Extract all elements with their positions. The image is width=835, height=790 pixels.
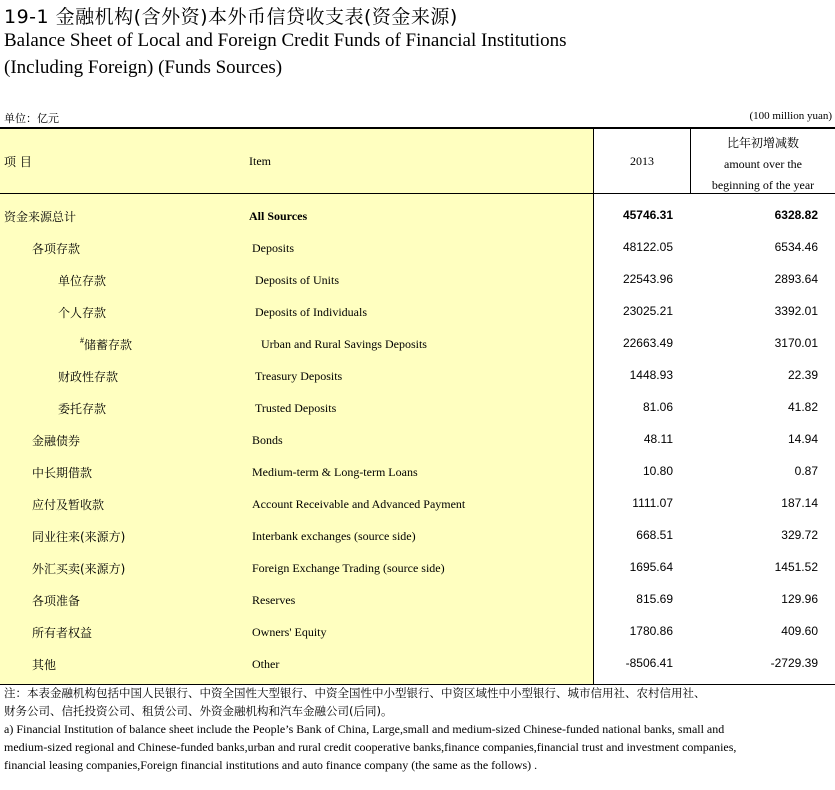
row-item-cn xyxy=(32,656,56,673)
row-item-en: Owners' Equity xyxy=(252,625,327,639)
column-header-item-en: Item xyxy=(249,154,271,168)
row-value-2013: 1448.93 xyxy=(629,368,673,382)
row-item-en: All Sources xyxy=(249,209,308,223)
table-row xyxy=(0,360,835,392)
row-value-2013: 10.80 xyxy=(642,464,673,478)
row-item-en: Deposits of Units xyxy=(255,273,339,287)
row-value-change: 129.96 xyxy=(781,592,818,606)
row-value-2013: 48.11 xyxy=(643,432,673,446)
row-item-cn-text: 其他 xyxy=(32,658,57,672)
row-value-change: 6534.46 xyxy=(774,240,818,254)
table-row xyxy=(0,520,835,552)
row-item-cn-text: 中长期借款 xyxy=(32,466,93,480)
row-item-cn xyxy=(32,464,92,481)
row-value-2013: 81.06 xyxy=(642,400,673,414)
row-item-cn xyxy=(32,240,80,257)
page-title-en-line2: (Including Foreign) (Funds Sources) xyxy=(4,57,283,78)
row-item-en: Deposits of Individuals xyxy=(255,305,367,319)
footnote-cn-line1: 注：本表金融机构包括中国人民银行、中资全国性大型银行、中资全国性中小型银行、中资区域性中小型银行、城市信用社、农村信用社、 xyxy=(4,686,706,700)
footnote-en-line1: a) Financial Institution of balance sheet include the People’s Bank of China, Large,small and medium-sized Chinese-funded national banks, small and xyxy=(4,722,725,736)
row-item-cn xyxy=(58,304,106,321)
row-item-cn xyxy=(4,208,76,225)
table-row xyxy=(0,328,835,360)
table-row xyxy=(0,488,835,520)
row-item-cn-text: 财政性存款 xyxy=(58,370,119,384)
row-item-cn-text: 应付及暂收款 xyxy=(32,498,105,512)
table-row xyxy=(0,456,835,488)
footnote-en-line3: financial leasing companies,Foreign financial institutions and auto finance company (the same as the follows) . xyxy=(4,758,538,772)
row-item-cn-text: 所有者权益 xyxy=(32,626,93,640)
table-row xyxy=(0,200,835,232)
column-header-change-cn: 比年初增减数 xyxy=(726,136,799,150)
table-row xyxy=(0,552,835,584)
row-item-en: Medium-term & Long-term Loans xyxy=(252,465,418,479)
row-value-change: 2893.64 xyxy=(774,272,818,286)
row-item-en: Trusted Deposits xyxy=(255,401,337,415)
row-item-en: Urban and Rural Savings Deposits xyxy=(261,337,427,351)
row-value-2013: 1111.07 xyxy=(632,496,673,510)
row-item-cn-text: 委托存款 xyxy=(58,402,107,416)
row-value-2013: -8506.41 xyxy=(625,656,673,670)
row-item-en: Treasury Deposits xyxy=(255,369,343,383)
row-note-mark: # xyxy=(80,336,84,345)
header-item-background xyxy=(0,129,593,193)
footnote-en-line2: medium-sized regional and Chinese-funded banks,urban and rural credit cooperative banks,finance companies,financial trust and investment companies, xyxy=(4,740,737,754)
row-value-change: 6328.82 xyxy=(774,208,818,222)
row-value-2013: 22663.49 xyxy=(622,336,673,350)
column-header-change-en-2: beginning of the year xyxy=(711,178,815,192)
row-value-change: 3170.01 xyxy=(774,336,818,350)
unit-label-cn: 单位：亿元 xyxy=(4,112,59,125)
column-header-year: 2013 xyxy=(630,154,654,168)
row-value-2013: 668.51 xyxy=(636,528,673,542)
unit-label-en: (100 million yuan) xyxy=(749,110,832,122)
row-item-cn xyxy=(32,432,80,449)
row-item-cn-text: 储蓄存款 xyxy=(84,338,133,352)
row-item-cn xyxy=(32,592,80,609)
table-body xyxy=(0,194,835,685)
row-value-change: 1451.52 xyxy=(774,560,818,574)
column-header-change-en-1: amount over the xyxy=(724,157,802,171)
row-item-cn-text: 金融债券 xyxy=(32,434,81,448)
row-item-en: Bonds xyxy=(252,433,283,447)
row-value-2013: 22543.96 xyxy=(622,272,673,286)
row-item-cn-text: 个人存款 xyxy=(58,306,107,320)
table-row xyxy=(0,584,835,616)
footnote-cn-line2: 财务公司、信托投资公司、租赁公司、外资金融机构和汽车金融公司(后同)。 xyxy=(4,704,393,718)
table-row xyxy=(0,648,835,680)
row-value-2013: 48122.05 xyxy=(622,240,673,254)
table-row xyxy=(0,616,835,648)
row-value-2013: 1695.64 xyxy=(629,560,673,574)
row-item-en: Deposits xyxy=(252,241,294,255)
column-header-item-cn: 项 目 xyxy=(4,155,32,169)
table-row xyxy=(0,232,835,264)
row-item-cn-text: 资金来源总计 xyxy=(4,210,77,224)
row-item-cn xyxy=(32,528,125,545)
row-item-cn xyxy=(58,272,106,289)
row-value-change: 22.39 xyxy=(787,368,818,382)
page-title-cn: 19-1 金融机构(含外资)本外币信贷收支表(资金来源) xyxy=(4,6,458,28)
table-row xyxy=(0,392,835,424)
row-item-en: Reserves xyxy=(252,593,296,607)
row-item-cn xyxy=(58,400,106,417)
row-value-change: 3392.01 xyxy=(774,304,818,318)
row-value-change: 187.14 xyxy=(781,496,818,510)
table-header xyxy=(0,129,835,194)
row-value-2013: 45746.31 xyxy=(622,208,673,222)
row-value-change: 409.60 xyxy=(781,624,818,638)
row-value-2013: 815.69 xyxy=(636,592,673,606)
row-item-cn xyxy=(58,368,118,385)
row-item-cn-text: 同业往来(来源方) xyxy=(32,530,126,544)
footnotes xyxy=(4,684,832,774)
row-value-change: 329.72 xyxy=(781,528,818,542)
row-value-2013: 1780.86 xyxy=(629,624,673,638)
table-row xyxy=(0,296,835,328)
row-item-cn xyxy=(32,496,104,513)
row-value-change: 0.87 xyxy=(794,464,818,478)
table-row xyxy=(0,264,835,296)
row-item-en: Other xyxy=(252,657,280,671)
row-value-change: -2729.39 xyxy=(770,656,818,670)
row-value-change: 14.94 xyxy=(787,432,818,446)
row-item-cn-text: 各项准备 xyxy=(32,594,81,608)
row-item-cn xyxy=(32,624,92,641)
row-item-cn-text: 外汇买卖(来源方) xyxy=(32,562,126,576)
row-item-cn xyxy=(80,336,132,353)
row-item-cn xyxy=(32,560,125,577)
row-value-2013: 23025.21 xyxy=(622,304,673,318)
table-row xyxy=(0,424,835,456)
row-item-cn-text: 各项存款 xyxy=(32,242,81,256)
row-value-change: 41.82 xyxy=(787,400,818,414)
column-header-change xyxy=(691,133,835,196)
row-item-en: Foreign Exchange Trading (source side) xyxy=(252,561,445,575)
data-table xyxy=(0,127,835,685)
row-item-cn-text: 单位存款 xyxy=(58,274,107,288)
page-title-en-line1: Balance Sheet of Local and Foreign Credit Funds of Financial Institutions xyxy=(4,30,567,51)
row-item-en: Interbank exchanges (source side) xyxy=(252,529,416,543)
row-item-en: Account Receivable and Advanced Payment xyxy=(252,497,466,511)
